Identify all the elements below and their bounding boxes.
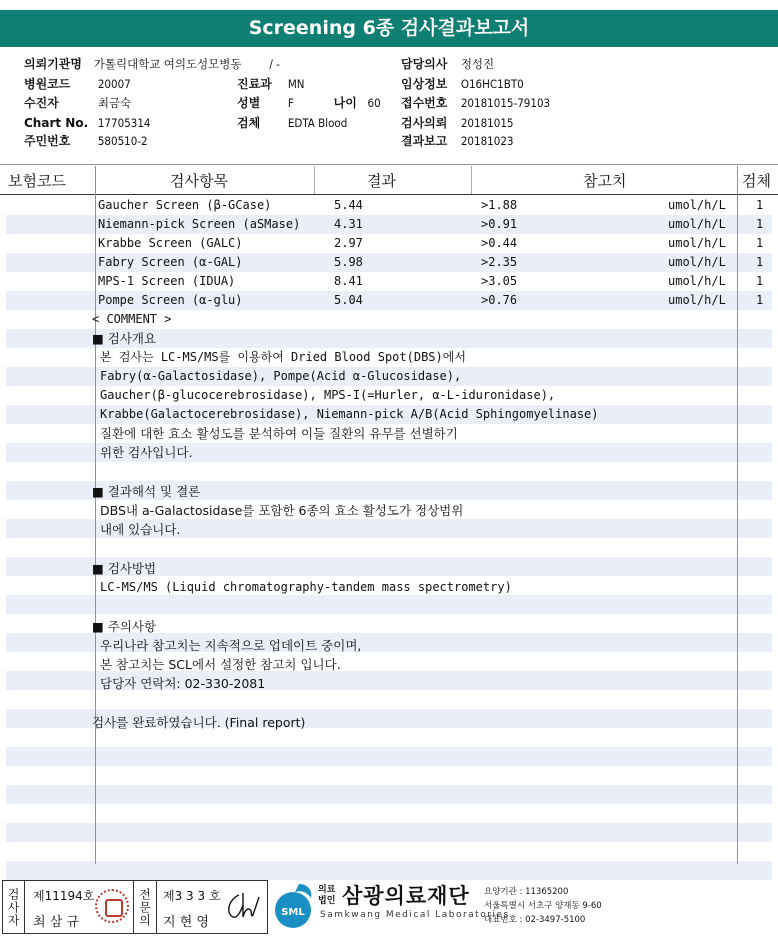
org-prefix-1: 의료	[318, 885, 336, 895]
overview-line: Gaucher(β-glucocerebrosidase), MPS-I(=Hurler, α-L-iduronidase),	[100, 388, 556, 402]
row-result: 5.44	[334, 198, 363, 212]
resident-label: 주민번호	[24, 134, 71, 148]
department-row	[237, 76, 305, 92]
resident-value: 580510-2	[97, 134, 148, 148]
row-item: Niemann-pick Screen (aSMase)	[98, 217, 301, 231]
caution-title: ■ 주의사항	[92, 619, 157, 634]
row-ref: >2.35	[481, 255, 518, 269]
col-divider-result	[471, 166, 472, 194]
row-ref: >0.76	[481, 293, 518, 307]
overview-line: 질환에 대한 효소 활성도를 분석하여 이들 질환의 유무를 선별하기	[100, 426, 458, 441]
row-unit: umol/h/L	[668, 198, 726, 212]
org-code: 요양기관 : 11365200	[484, 887, 569, 897]
method-title: ■ 검사방법	[92, 561, 157, 576]
col-item-header: 검사항목	[170, 172, 228, 190]
col-divider-item	[314, 166, 315, 194]
overview-line: Krabbe(Galactocerebrosidase), Niemann-pick A/B(Acid Sphingomyelinase)	[100, 407, 599, 421]
clinical-value: O16HC1BT0	[460, 77, 524, 91]
interpretation-title: ■ 결과해석 및 결론	[92, 484, 201, 499]
chart-row	[24, 115, 150, 131]
method-line: LC-MS/MS (Liquid chromatography-tandem mass spectrometry)	[100, 580, 512, 594]
row-specimen: 1	[756, 236, 764, 250]
doctor-row	[401, 56, 494, 72]
org-address: 서울특별시 서초구 양재동 9-60	[484, 901, 602, 911]
sex-label: 성별	[237, 96, 261, 110]
doctor-value: 정성진	[460, 57, 495, 71]
row-ref: >1.88	[481, 198, 518, 212]
result-date-label: 결과보고	[401, 134, 448, 148]
row-item: Gaucher Screen (β-GCase)	[98, 198, 272, 212]
institution-label: 의뢰기관명	[24, 57, 82, 71]
interpretation-line: 내에 있습니다.	[100, 522, 181, 537]
ward-value: / -	[269, 57, 280, 71]
row-item: MPS-1 Screen (IDUA)	[98, 274, 236, 288]
institution-value: 가톨릭대학교 여의도성모병동	[93, 57, 242, 71]
specimen-value: EDTA Blood	[287, 116, 348, 130]
col-result-header: 결과	[367, 172, 396, 190]
request-label: 검사의뢰	[401, 116, 448, 130]
row-result: 4.31	[334, 217, 363, 231]
chart-value: 17705314	[97, 116, 151, 130]
reception-label: 접수번호	[401, 96, 448, 110]
tester-name: 최 삼 규	[33, 915, 79, 930]
row-specimen: 1	[756, 198, 764, 212]
resident-row	[24, 133, 148, 149]
reception-row	[401, 95, 550, 111]
hospital-code-row	[24, 76, 131, 92]
row-unit: umol/h/L	[668, 293, 726, 307]
department-value: MN	[287, 77, 305, 91]
col-ref-header: 참고치	[583, 172, 627, 190]
caution-line: 본 참고치는 SCL에서 설정한 참고치 입니다.	[100, 657, 341, 672]
signature-box	[2, 880, 268, 934]
row-ref: >0.91	[481, 217, 518, 231]
specimen-label: 검체	[237, 116, 261, 130]
table-row	[0, 272, 778, 291]
reviewer-label: 전문의	[137, 887, 152, 927]
row-stripe	[6, 747, 772, 766]
row-specimen: 1	[756, 293, 764, 307]
row-specimen: 1	[756, 274, 764, 288]
org-contact	[484, 885, 602, 927]
department-label: 진료과	[237, 77, 272, 91]
sex-value: F	[287, 96, 294, 110]
table-top-rule	[0, 164, 778, 165]
comment-header: < COMMENT >	[92, 312, 172, 326]
row-result: 2.97	[334, 236, 363, 250]
hospital-code-value: 20007	[97, 77, 131, 91]
chart-label: Chart No.	[24, 116, 89, 130]
signature-icon	[221, 889, 263, 925]
overview-line: 위한 검사입니다.	[100, 445, 193, 460]
table-row	[0, 196, 778, 215]
overview-title: ■ 검사개요	[92, 331, 157, 346]
overview-line: Fabry(α-Galactosidase), Pompe(Acid α-Glucosidase),	[100, 369, 462, 383]
caution-line: 담당자 연락처: 02-330-2081	[100, 676, 266, 691]
recipient-label: 수진자	[24, 96, 59, 110]
org-name: 삼광의료재단	[342, 884, 470, 908]
row-stripe	[6, 785, 772, 804]
final-report-note: 검사를 완료하였습니다. (Final report)	[92, 715, 306, 730]
row-specimen: 1	[756, 217, 764, 231]
row-result: 8.41	[334, 274, 363, 288]
institution-row	[24, 56, 280, 72]
row-unit: umol/h/L	[668, 255, 726, 269]
row-stripe	[6, 823, 772, 842]
col-code-header: 보험코드	[8, 172, 66, 190]
request-value: 20181015	[460, 116, 514, 130]
sml-logo-text: SML	[281, 907, 305, 918]
row-ref: >0.44	[481, 236, 518, 250]
recipient-value: 최금숙	[97, 96, 132, 110]
specimen-row	[237, 115, 347, 131]
age-value: 60	[367, 96, 381, 110]
table-header	[0, 166, 778, 193]
table-row	[0, 291, 778, 310]
org-prefix-2: 법인	[318, 896, 336, 906]
interpretation-line: DBS내 a-Galactosidase를 포함한 6종의 효소 활성도가 정상범위	[100, 503, 464, 518]
table-row	[0, 253, 778, 272]
result-date-value: 20181023	[460, 134, 514, 148]
table-header-rule	[0, 194, 778, 195]
org-prefix	[318, 885, 335, 907]
col-specimen-header: 검체	[742, 172, 771, 190]
age-label: 나이	[333, 96, 357, 110]
row-specimen: 1	[756, 255, 764, 269]
sml-logo-icon	[273, 880, 317, 932]
row-result: 5.04	[334, 293, 363, 307]
row-item: Krabbe Screen (GALC)	[98, 236, 243, 250]
table-row	[0, 234, 778, 253]
row-ref: >3.05	[481, 274, 518, 288]
row-item: Fabry Screen (α-GAL)	[98, 255, 243, 269]
tester-no: 제11194호	[33, 889, 95, 903]
sex-row	[237, 95, 381, 111]
tester-label: 검사자	[6, 887, 20, 927]
row-unit: umol/h/L	[668, 274, 726, 288]
overview-line: 본 검사는 LC-MS/MS를 이용하여 Dried Blood Spot(DBS)에서	[100, 350, 466, 364]
row-stripe	[6, 595, 772, 614]
caution-line: 우리나라 참고치는 지속적으로 업데이트 중이며,	[100, 638, 362, 653]
clinical-label: 임상정보	[401, 77, 448, 91]
reviewer-no: 제3 3 3 호	[163, 889, 221, 903]
row-result: 5.98	[334, 255, 363, 269]
table-row	[0, 215, 778, 234]
row-item: Pompe Screen (α-glu)	[98, 293, 243, 307]
result-date-row	[401, 133, 513, 149]
org-phone: 대표번호 : 02-3497-5100	[484, 915, 586, 925]
clinical-row	[401, 76, 524, 92]
recipient-row	[24, 95, 131, 111]
row-unit: umol/h/L	[668, 236, 726, 250]
hospital-code-label: 병원코드	[24, 77, 71, 91]
row-stripe	[6, 861, 772, 880]
request-row	[401, 115, 513, 131]
reception-value: 20181015-79103	[460, 96, 551, 110]
doctor-label: 담당의사	[401, 57, 448, 71]
report-title: Screening 6종 검사결과보고서	[0, 10, 778, 47]
tester-seal-icon	[95, 889, 129, 923]
reviewer-name: 지 현 영	[163, 915, 209, 930]
org-english: Samkwang Medical Laboratories	[320, 910, 510, 920]
row-unit: umol/h/L	[668, 217, 726, 231]
